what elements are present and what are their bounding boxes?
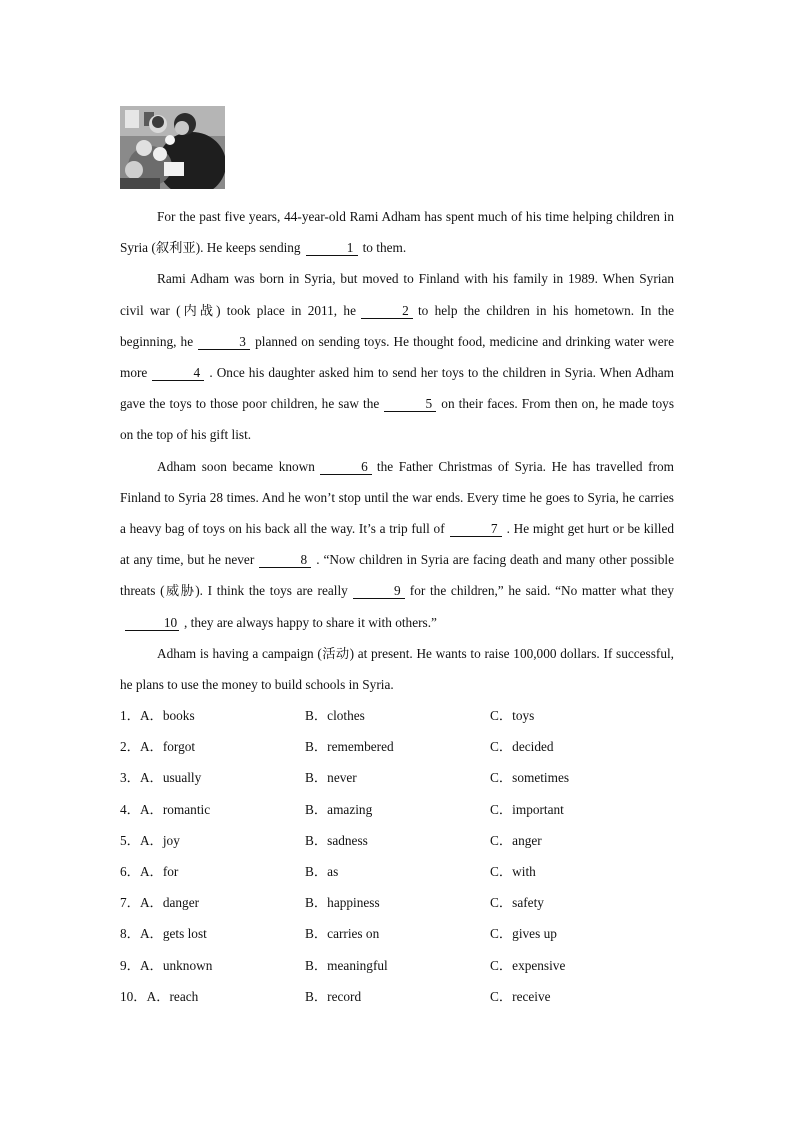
option-text: romantic bbox=[162, 801, 211, 817]
option-text: anger bbox=[512, 832, 542, 848]
option-a[interactable] bbox=[120, 856, 305, 887]
option-label: C． bbox=[490, 770, 513, 786]
option-label: B． bbox=[305, 770, 328, 786]
option-text: receive bbox=[512, 988, 551, 1004]
option-label: C． bbox=[490, 863, 513, 879]
option-label: B． bbox=[305, 895, 328, 911]
option-label: B． bbox=[305, 988, 328, 1004]
option-row bbox=[120, 794, 680, 825]
option-b[interactable] bbox=[305, 700, 490, 731]
option-label: 8．A． bbox=[120, 926, 163, 942]
option-text: danger bbox=[162, 895, 200, 911]
option-label: C． bbox=[490, 988, 513, 1004]
blank-5: 5 bbox=[384, 396, 436, 412]
option-row bbox=[120, 918, 680, 949]
option-text: sometimes bbox=[512, 770, 570, 786]
blank-1: 1 bbox=[306, 240, 358, 256]
option-a[interactable] bbox=[120, 825, 305, 856]
option-text: remembered bbox=[327, 739, 394, 755]
option-text: sadness bbox=[327, 832, 368, 848]
blank-3: 3 bbox=[198, 334, 250, 350]
option-text: happiness bbox=[327, 895, 380, 911]
option-text: toys bbox=[512, 708, 535, 723]
option-label: C． bbox=[490, 739, 513, 755]
option-b[interactable] bbox=[305, 887, 490, 918]
option-label: C． bbox=[490, 926, 513, 942]
option-c[interactable] bbox=[490, 825, 640, 856]
blank-8: 8 bbox=[259, 552, 311, 568]
option-label: C． bbox=[490, 801, 513, 817]
option-text: amazing bbox=[327, 801, 373, 817]
option-text: gets lost bbox=[162, 926, 207, 942]
option-row bbox=[120, 887, 680, 918]
option-b[interactable] bbox=[305, 762, 490, 793]
option-label: C． bbox=[490, 957, 513, 973]
option-text: with bbox=[512, 863, 536, 879]
option-b[interactable] bbox=[305, 981, 490, 1012]
cloze-passage bbox=[120, 201, 674, 700]
option-row bbox=[120, 981, 680, 1012]
option-b[interactable] bbox=[305, 918, 490, 949]
option-a[interactable] bbox=[120, 762, 305, 793]
man-with-children-photo bbox=[120, 106, 225, 189]
option-text: meaningful bbox=[327, 957, 388, 973]
option-label: B． bbox=[305, 863, 328, 879]
paragraph-4: Adham is having a campaign (活动) at present. He wants to raise 100,000 dollars. If successful, he plans to use the money to build schools in Syria. bbox=[120, 645, 674, 693]
option-b[interactable] bbox=[305, 731, 490, 762]
option-c[interactable] bbox=[490, 918, 640, 949]
option-c[interactable] bbox=[490, 794, 640, 825]
option-label: 6．A． bbox=[120, 863, 163, 879]
option-row bbox=[120, 762, 680, 793]
option-text: joy bbox=[162, 832, 180, 848]
option-c[interactable] bbox=[490, 762, 640, 793]
option-text: forgot bbox=[162, 739, 196, 755]
option-b[interactable] bbox=[305, 825, 490, 856]
option-row bbox=[120, 856, 680, 887]
option-label: B． bbox=[305, 832, 328, 848]
option-a[interactable] bbox=[120, 731, 305, 762]
blank-4: 4 bbox=[152, 365, 204, 381]
option-label: B． bbox=[305, 957, 328, 973]
option-c[interactable] bbox=[490, 700, 640, 731]
blank-9: 9 bbox=[353, 583, 405, 599]
option-a[interactable] bbox=[120, 981, 305, 1012]
option-text: unknown bbox=[162, 957, 213, 973]
option-text: decided bbox=[512, 739, 554, 755]
option-label: C． bbox=[490, 832, 513, 848]
option-text: important bbox=[512, 801, 564, 817]
option-row bbox=[120, 950, 680, 981]
blank-7: 7 bbox=[450, 521, 502, 537]
option-c[interactable] bbox=[490, 731, 640, 762]
option-label: B． bbox=[305, 708, 328, 723]
option-label: 10．A． bbox=[120, 988, 170, 1004]
option-b[interactable] bbox=[305, 794, 490, 825]
option-label: 4．A． bbox=[120, 801, 163, 817]
option-text: safety bbox=[512, 895, 544, 911]
option-label: 3．A． bbox=[120, 770, 163, 786]
paragraph-1: For the past five years, 44-year-old Rami Adham has spent much of his time helping children in Syria (叙利亚). He keeps sending 1 to them. bbox=[120, 209, 674, 256]
option-label: 5．A． bbox=[120, 832, 163, 848]
option-b[interactable] bbox=[305, 950, 490, 981]
blank-6: 6 bbox=[320, 459, 372, 475]
option-label: 2．A． bbox=[120, 739, 163, 755]
option-text: reach bbox=[169, 988, 199, 1004]
blank-10: 10 bbox=[125, 615, 179, 631]
option-a[interactable] bbox=[120, 887, 305, 918]
option-text: clothes bbox=[327, 708, 365, 723]
option-label: 9．A． bbox=[120, 957, 163, 973]
option-row bbox=[120, 700, 680, 731]
option-text: books bbox=[162, 708, 195, 723]
option-label: 7．A． bbox=[120, 895, 163, 911]
option-a[interactable] bbox=[120, 794, 305, 825]
option-a[interactable] bbox=[120, 950, 305, 981]
option-c[interactable] bbox=[490, 856, 640, 887]
option-label: B． bbox=[305, 926, 328, 942]
option-text: never bbox=[327, 770, 357, 786]
option-c[interactable] bbox=[490, 981, 640, 1012]
option-text: gives up bbox=[512, 926, 557, 942]
option-b[interactable] bbox=[305, 856, 490, 887]
options-list bbox=[120, 700, 680, 1012]
option-text: record bbox=[327, 988, 362, 1004]
option-label: C． bbox=[490, 708, 513, 723]
option-text: usually bbox=[162, 770, 202, 786]
option-row bbox=[120, 731, 680, 762]
option-text: for bbox=[162, 863, 179, 879]
option-c[interactable] bbox=[490, 950, 640, 981]
option-text: carries on bbox=[327, 926, 380, 942]
option-a[interactable] bbox=[120, 918, 305, 949]
option-label: C． bbox=[490, 895, 513, 911]
option-label: B． bbox=[305, 801, 328, 817]
option-label: 1．A． bbox=[120, 708, 163, 723]
option-text: as bbox=[327, 863, 339, 879]
option-row bbox=[120, 825, 680, 856]
option-text: expensive bbox=[512, 957, 566, 973]
paragraph-3: Adham soon became known 6 the Father Christmas of Syria. He has travelled from Finland to Syria 28 times. And he won’t stop until the war ends. Every time he goes to Syria, he carries a heavy bag of toys on his back all the way. It’s a trip full of 7 . He might get hurt or be killed at any time, but he never 8 . “Now children in Syria are facing death and many other possible threats (威胁). I think the toys are really 9 for the children,” he said. “No matter what they10 , they are always happy to share it with others.” bbox=[120, 458, 675, 630]
paragraph-2: Rami Adham was born in Syria, but moved to Finland with his family in 1989. When Syrian civil war (内战) took place in 2011, he 2 to help the children in his hometown. In the beginning, he 3 planned on sending toys. He thought food, medicine and drinking water were more 4 . Once his daughter asked him to send her toys to the children in Syria. When Adham gave the toys to those poor children, he saw the 5 on their faces. From then on, he made toys on the top of his gift list. bbox=[120, 271, 674, 443]
option-label: B． bbox=[305, 739, 328, 755]
option-a[interactable] bbox=[120, 700, 305, 731]
option-c[interactable] bbox=[490, 887, 640, 918]
blank-2: 2 bbox=[361, 303, 413, 319]
